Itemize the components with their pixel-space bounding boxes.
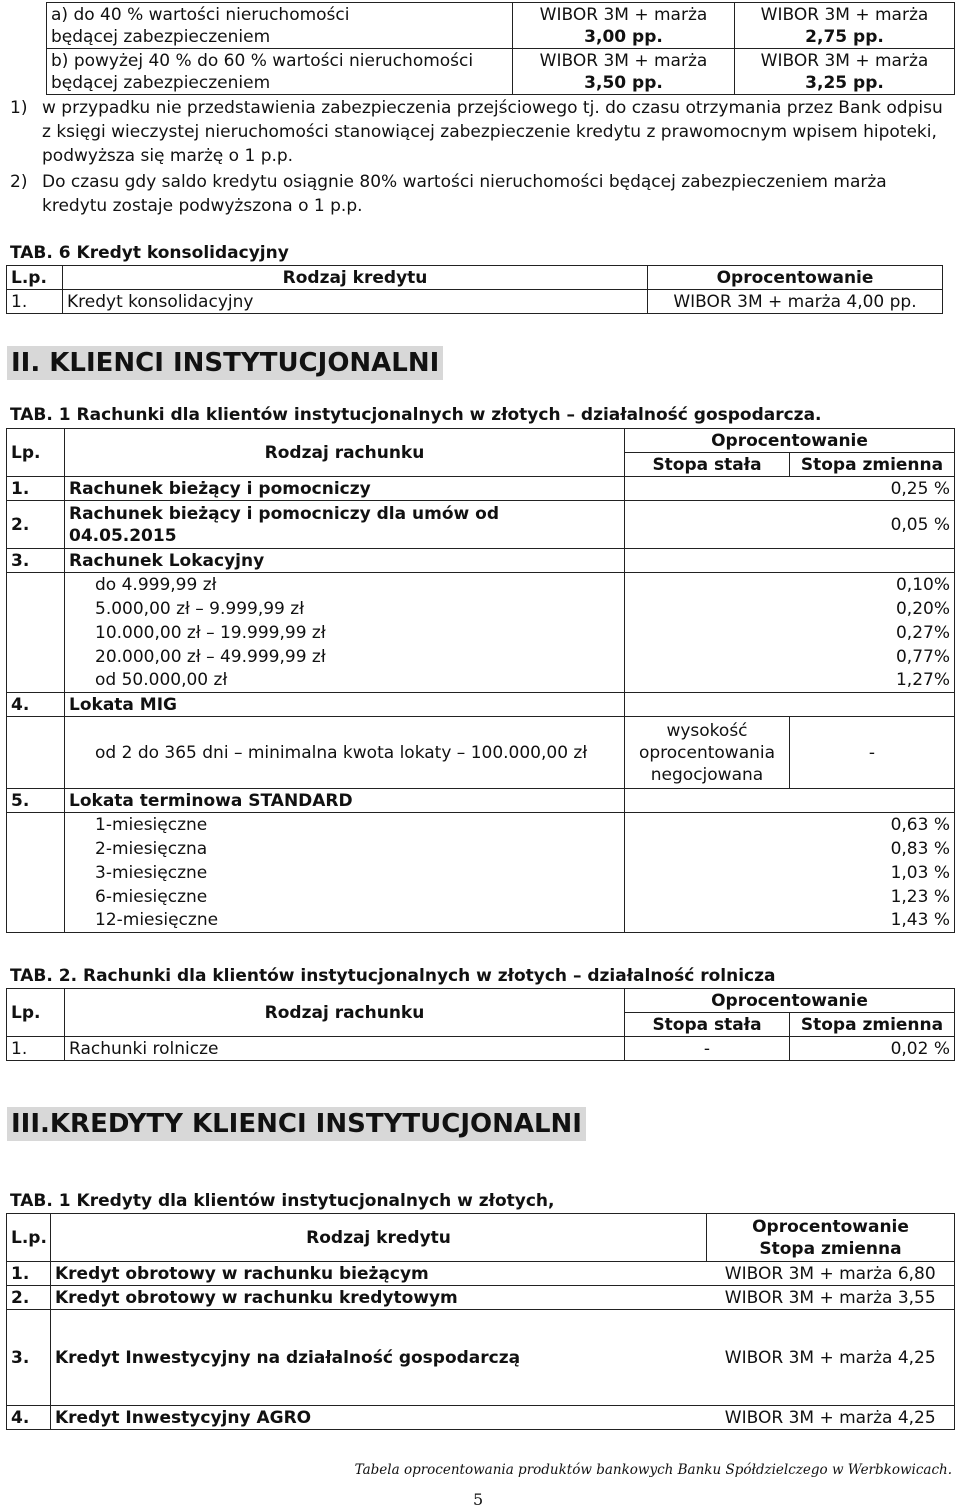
rate-value: 3,00 pp. [584,26,663,47]
row-description: a) do 40 % wartości nieruchomości będącej zabezpieczeniem [47,3,513,49]
cell-rate: WIBOR 3M + marża 6,80 [707,1262,955,1286]
cell-lp: 4. [7,1406,51,1430]
cell-lp: 1. [7,1262,51,1286]
table-row [7,885,955,909]
table-row [7,669,955,693]
cell-type: Kredyt konsolidacyjny [63,290,648,314]
cell-rate: 0,05 % [625,501,955,549]
cell-type: 12-miesięczne [65,909,625,933]
cell-lp: 5. [7,789,65,813]
table-row [7,1037,955,1061]
cell-rate [625,693,955,717]
cell-type: Kredyt Inwestycyjny na działalność gospodarczą [51,1310,707,1406]
header-type: Rodzaj kredytu [63,266,648,290]
cell-rate: 0,25 % [625,477,955,501]
cell-lp: 1. [7,1037,65,1061]
table-header-row [7,1214,955,1262]
cell-fixed: wysokość oprocentowania negocjowana [625,717,790,789]
tab6-title: TAB. 6 Kredyt konsolidacyjny [10,243,289,263]
table-row [7,909,955,933]
cell-lp: 1. [7,290,63,314]
inst-credits-table [6,1213,955,1430]
cell-type: 6-miesięczne [65,885,625,909]
table-row [7,621,955,645]
table-row [7,645,955,669]
table-row [7,573,955,597]
section-heading-2: II. KLIENCI INSTYTUCJONALNI [7,346,443,380]
cell-lp [7,909,65,933]
cell-rate [625,549,955,573]
table-row [7,693,955,717]
cell-type: Lokata MIG [65,693,625,717]
cell-type [65,501,625,549]
cell-lp: 2. [7,501,65,549]
cell-variable: 0,02 % [790,1037,955,1061]
cell-type: 10.000,00 zł – 19.999,99 zł [65,621,625,645]
cell-lp [7,813,65,837]
mortgage-margin-table [46,2,955,95]
table-row [7,1286,955,1310]
rate-label: WIBOR 3M + marża [760,50,929,71]
note-number: 2) [10,172,28,192]
rate-value: 3,50 pp. [584,72,663,93]
cell-type: 20.000,00 zł – 49.999,99 zł [65,645,625,669]
cell-rate: 1,27% [625,669,955,693]
header-type: Rodzaj rachunku [65,989,625,1037]
header-type: Rodzaj rachunku [65,429,625,477]
table-header-row [7,266,943,290]
cell-lp: 2. [7,1286,51,1310]
cell-type: do 4.999,99 zł [65,573,625,597]
note-text: w przypadku nie przedstawienia zabezpieczenia przejściowego tj. do czasu otrzymania przez Bank odpisu z księgi wieczystej nieruchomości stanowiącej zabezpieczenie kredytu z prawomocnym wpisem hipoteki, podwyższa się marżę o 1 p.p. [42,98,943,166]
inst-tab1-title: TAB. 1 Rachunki dla klientów instytucjonalnych w złotych – działalność gospodarcza. [10,405,822,425]
cell-lp: 4. [7,693,65,717]
cell-type: 1-miesięczne [65,813,625,837]
header-fixed: Stopa stała [625,453,790,477]
cell-rate: 1,23 % [625,885,955,909]
cell-lp [7,573,65,597]
table-row [47,3,955,49]
header-lp: L.p. [7,266,63,290]
cell-rate: WIBOR 3M + marża 3,55 [707,1286,955,1310]
note-1 [10,96,950,168]
cell-rate: WIBOR 3M + marża 4,00 pp. [648,290,943,314]
table-row [7,501,955,549]
header-rate: Oprocentowanie [648,266,943,290]
cell-lp: 1. [7,477,65,501]
table-row [7,597,955,621]
header-rate [707,1214,955,1262]
table-row [7,861,955,885]
rate-label: WIBOR 3M + marża [760,4,929,25]
cell-rate: 0,27% [625,621,955,645]
header-rate-label: Oprocentowanie [752,1216,909,1237]
cell-lp [7,861,65,885]
table-row [47,49,955,95]
cell-type: od 2 do 365 dni – minimalna kwota lokaty – 100.000,00 zł [65,717,625,789]
cell-type: Rachunek bieżący i pomocniczy [65,477,625,501]
rate-label: WIBOR 3M + marża [539,50,708,71]
cell-rate: 1,43 % [625,909,955,933]
cell-lp: 3. [7,1310,51,1406]
header-type: Rodzaj kredytu [51,1214,707,1262]
cell-fixed: - [625,1037,790,1061]
footer-text: Tabela oprocentowania produktów bankowych Banku Spółdzielczego w Werbkowicach. [354,1462,952,1478]
cell-variable: - [790,717,955,789]
cell-rate: 0,63 % [625,813,955,837]
cell-rate [625,789,955,813]
rate-label: WIBOR 3M + marża [539,4,708,25]
cell-type: Kredyt Inwestycyjny AGRO [51,1406,707,1430]
cell-type: Rachunek Lokacyjny [65,549,625,573]
header-lp: Lp. [7,429,65,477]
row-description: b) powyżej 40 % do 60 % wartości nieruchomości będącej zabezpieczeniem [47,49,513,95]
cell-rate: 1,03 % [625,861,955,885]
credits-title: TAB. 1 Kredyty dla klientów instytucjonalnych w złotych, [10,1191,555,1211]
table-row [7,717,955,789]
cell-type: 5.000,00 zł – 9.999,99 zł [65,597,625,621]
header-variable-label: Stopa zmienna [759,1238,902,1259]
cell-rate: 0,77% [625,645,955,669]
cell-type: Kredyt obrotowy w rachunku bieżącym [51,1262,707,1286]
cell-type-text: Rachunek bieżący i pomocniczy dla umów od 04.05.2015 [69,503,499,546]
header-variable: Stopa zmienna [790,1013,955,1037]
cell-rate: 0,20% [625,597,955,621]
note-text: Do czasu gdy saldo kredytu osiągnie 80% wartości nieruchomości będącej zabezpieczeniem marża kredytu zostaje podwyższona o 1 p.p. [42,172,887,216]
table-header-row [7,429,955,453]
rate-cell [513,49,735,95]
section-heading-3: III.KREDYTY KLIENCI INSTYTUCJONALNI [7,1107,586,1141]
inst-accounts-table [6,428,955,933]
cell-lp [7,645,65,669]
table-row [7,1310,955,1406]
cell-lp [7,669,65,693]
page-number: 5 [473,1490,484,1509]
header-fixed: Stopa stała [625,1013,790,1037]
header-lp: L.p. [7,1214,51,1262]
header-rate: Oprocentowanie [625,429,955,453]
table-row [7,1262,955,1286]
table-row [7,789,955,813]
cell-type: Rachunki rolnicze [65,1037,625,1061]
cell-type: Lokata terminowa STANDARD [65,789,625,813]
table-row [7,813,955,837]
cell-lp [7,621,65,645]
cell-lp [7,597,65,621]
rate-cell [735,3,955,49]
table-row [7,290,943,314]
agri-accounts-table [6,988,955,1061]
cell-rate: 0,10% [625,573,955,597]
table-row [7,837,955,861]
cell-lp [7,885,65,909]
cell-lp [7,837,65,861]
header-lp: Lp. [7,989,65,1037]
note-2 [10,170,950,218]
table-row [7,477,955,501]
cell-lp: 3. [7,549,65,573]
rate-cell [513,3,735,49]
table-row [7,1406,955,1430]
tab6-table [6,265,943,314]
table-header-row [7,989,955,1013]
cell-lp [7,717,65,789]
cell-type: 3-miesięczne [65,861,625,885]
cell-rate: 0,83 % [625,837,955,861]
note-number: 1) [10,98,28,118]
rate-value: 2,75 pp. [805,26,884,47]
rate-value: 3,25 pp. [805,72,884,93]
table-row [7,549,955,573]
cell-rate: WIBOR 3M + marża 4,25 [707,1310,955,1406]
header-rate: Oprocentowanie [625,989,955,1013]
cell-type: od 50.000,00 zł [65,669,625,693]
inst-tab2-title: TAB. 2. Rachunki dla klientów instytucjonalnych w złotych – działalność rolnicza [10,966,776,986]
header-variable: Stopa zmienna [790,453,955,477]
cell-type: Kredyt obrotowy w rachunku kredytowym [51,1286,707,1310]
cell-rate: WIBOR 3M + marża 4,25 [707,1406,955,1430]
rate-cell [735,49,955,95]
cell-type: 2-miesięczna [65,837,625,861]
